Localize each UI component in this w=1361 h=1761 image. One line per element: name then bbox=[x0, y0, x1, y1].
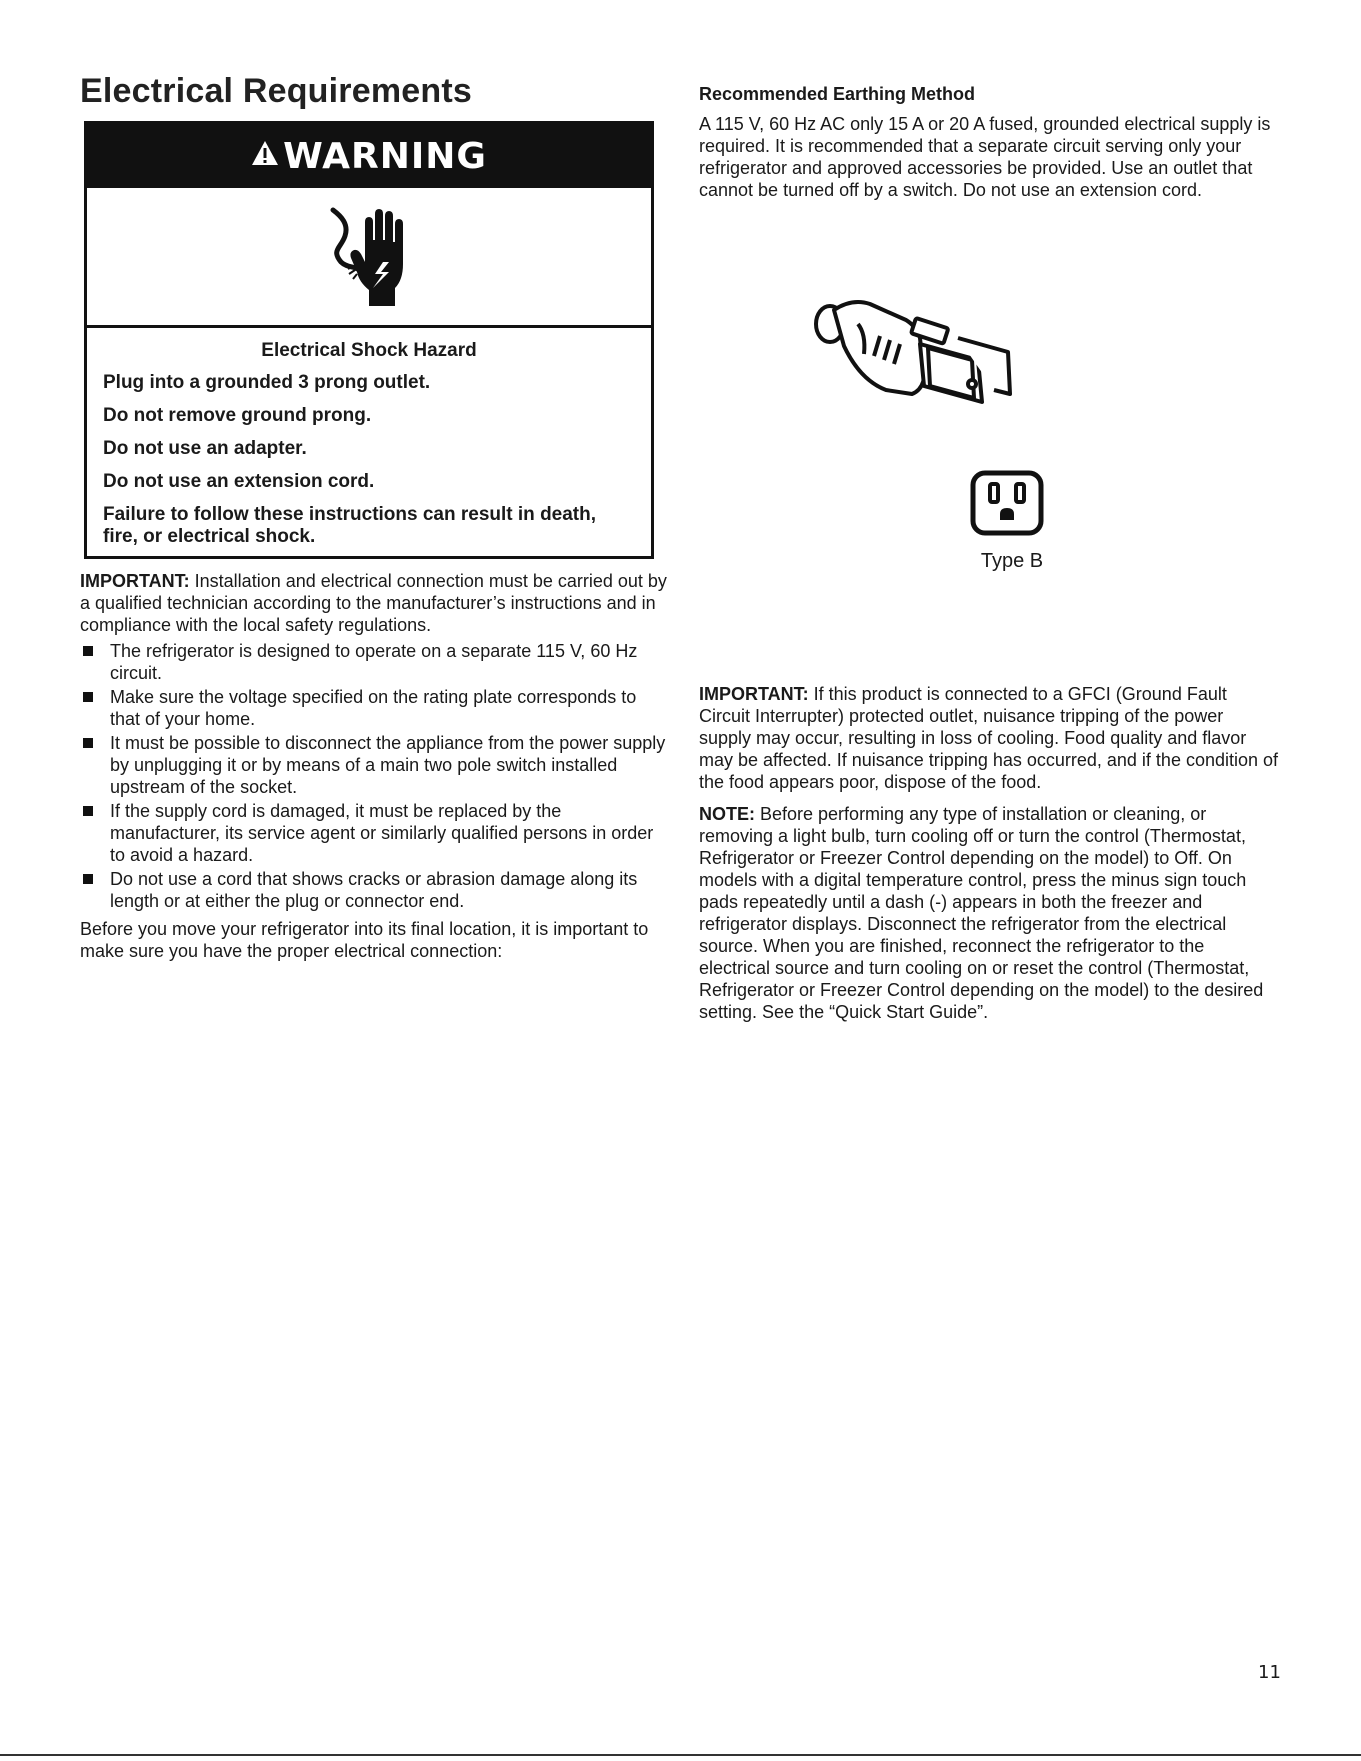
bullet-square-icon bbox=[83, 738, 93, 748]
list-item bbox=[80, 640, 670, 684]
list-item-text: It must be possible to disconnect the appliance from the power supply by unplugging it or by means of a main two pole switch installed upstream of the socket. bbox=[110, 733, 666, 797]
earthing-paragraph: A 115 V, 60 Hz AC only 15 A or 20 A fused, grounded electrical supply is required. It is recommended that a separate circuit serving only your refrigerator and approved accessories be provided. Use an outlet that cannot be turned off by a switch. Do not use an extension cord. bbox=[699, 114, 1271, 200]
earthing-subhead: Recommended Earthing Method bbox=[699, 84, 976, 104]
list-item bbox=[80, 868, 670, 912]
warning-triangle-icon bbox=[251, 139, 279, 174]
note-label: NOTE: bbox=[699, 804, 755, 824]
bottom-divider bbox=[0, 1754, 1361, 1756]
warning-box bbox=[84, 121, 654, 559]
left-column bbox=[80, 570, 670, 962]
bullet-square-icon bbox=[83, 692, 93, 702]
list-item bbox=[80, 686, 670, 730]
bullet-square-icon bbox=[83, 646, 93, 656]
electric-shock-hand-icon bbox=[87, 188, 651, 328]
gfci-paragraph bbox=[699, 683, 1279, 793]
note-text: Before performing any type of installation or cleaning, or removing a light bulb, turn cooling off or turn the control (Thermostat, Refrigerator or Freezer Control depending on the model) to Off. On models with a digital temperature control, press the minus sign touch pads repeatedly until a dash (-) appears in both the freezer and refrigerator displays. Disconnect the refrigerator from the electrical source. When you are finished, reconnect the refrigerator to the electrical source and turn cooling on or reset the control (Thermostat, Refrigerator or Freezer Control depending on the model) to the desired setting. See the “Quick Start Guide”. bbox=[699, 804, 1264, 1022]
warning-line: Do not use an extension cord. bbox=[103, 471, 375, 492]
warning-line: Plug into a grounded 3 prong outlet. bbox=[103, 372, 431, 393]
outlet-icon bbox=[970, 470, 1044, 541]
important-label: IMPORTANT: bbox=[80, 571, 190, 591]
page-number: 11 bbox=[1258, 1662, 1281, 1683]
three-prong-plug-icon bbox=[808, 294, 1038, 429]
important-paragraph bbox=[80, 570, 670, 636]
hazard-title: Electrical Shock Hazard bbox=[261, 340, 477, 361]
earthing-section bbox=[699, 84, 1279, 201]
list-item-text: Make sure the voltage specified on the rating plate corresponds to that of your home. bbox=[110, 687, 637, 729]
important-text: Installation and electrical connection must be carried out by a qualified technician according to the manufacturer’s instructions and in compliance with the local safety regulations. bbox=[80, 571, 667, 635]
warning-line: Do not remove ground prong. bbox=[103, 405, 372, 426]
important-label: IMPORTANT: bbox=[699, 684, 809, 704]
warning-line: Failure to follow these instructions can result in death, fire, or electrical shock. bbox=[103, 504, 597, 547]
note-paragraph bbox=[699, 803, 1279, 1023]
warning-line: Do not use an adapter. bbox=[103, 438, 307, 459]
requirements-list bbox=[80, 640, 670, 912]
important-text: If this product is connected to a GFCI (Ground Fault Circuit Interrupter) protected outlet, nuisance tripping of the power supply may occur, resulting in loss of cooling. Food quality and flavor may be affected. If nuisance tripping has occurred, and if the condition of the food appears poor, dispose of the food. bbox=[699, 684, 1279, 792]
warning-header bbox=[87, 124, 651, 188]
warning-body bbox=[87, 328, 651, 548]
list-item-text: Do not use a cord that shows cracks or abrasion damage along its length or at either the plug or connector end. bbox=[110, 869, 638, 911]
bullet-square-icon bbox=[83, 874, 93, 884]
list-item bbox=[80, 732, 670, 798]
gfci-section bbox=[699, 683, 1279, 1023]
list-item-text: The refrigerator is designed to operate on a separate 115 V, 60 Hz circuit. bbox=[110, 641, 638, 683]
page-title: Electrical Requirements bbox=[80, 72, 472, 110]
outlet-caption: Type B bbox=[980, 550, 1044, 572]
list-item bbox=[80, 800, 670, 866]
closing-paragraph: Before you move your refrigerator into its final location, it is important to make sure you have the proper electrical connection: bbox=[80, 919, 649, 961]
list-item-text: If the supply cord is damaged, it must be replaced by the manufacturer, its service agent or similarly qualified persons in order to avoid a hazard. bbox=[110, 801, 654, 865]
warning-label: WARNING bbox=[283, 135, 487, 177]
bullet-square-icon bbox=[83, 806, 93, 816]
